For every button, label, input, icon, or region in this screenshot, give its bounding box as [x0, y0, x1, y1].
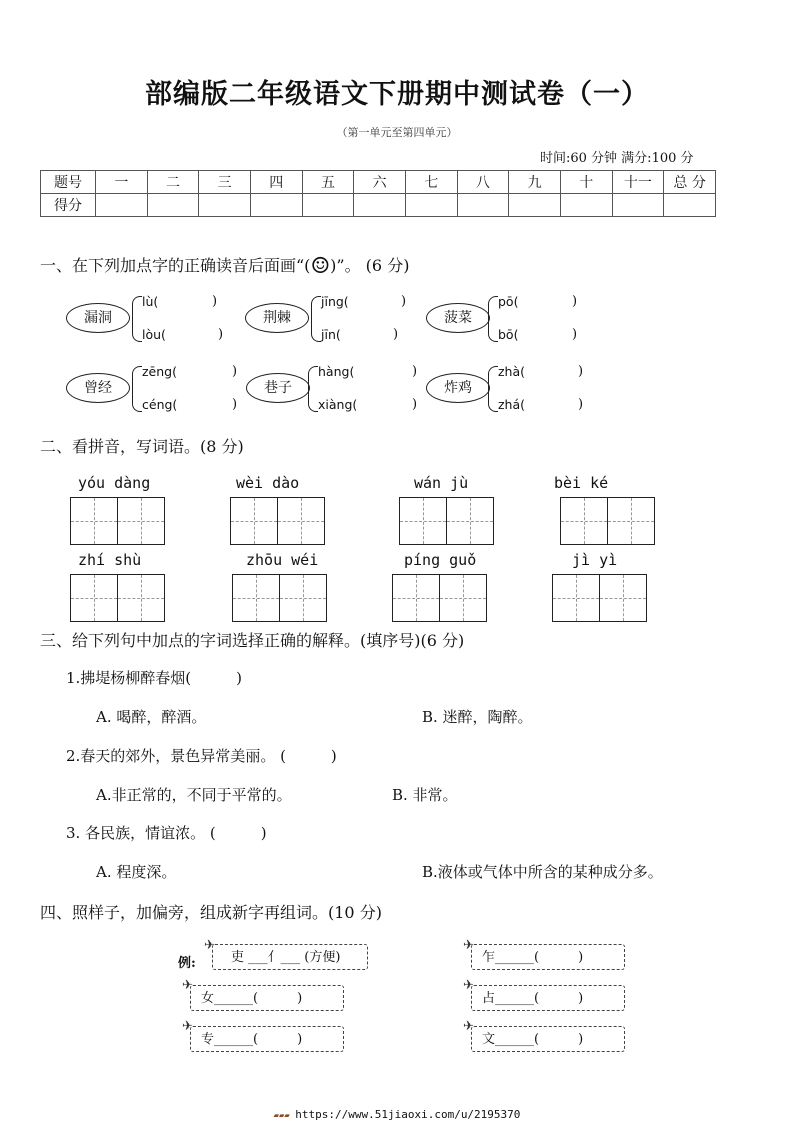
score-table-label: 题号	[41, 171, 96, 194]
example-box: 吏 ___亻___ (方便)	[212, 944, 368, 970]
writing-cell[interactable]	[599, 574, 647, 622]
pinyin-option: xiàng(	[318, 397, 358, 412]
score-table-header-row	[41, 171, 716, 194]
writing-grid[interactable]	[70, 497, 163, 545]
q3-heading: 三、给下列句中加点的字词选择正确的解释。(填序号)(6 分)	[40, 631, 465, 650]
writing-cell[interactable]	[117, 497, 165, 545]
score-col: 九	[509, 171, 561, 194]
score-table	[40, 170, 716, 217]
pinyin-word: píng guǒ	[404, 551, 477, 569]
score-col: 八	[457, 171, 509, 194]
score-cell[interactable]	[664, 194, 716, 217]
writing-cell[interactable]	[439, 574, 487, 622]
bird-icon: ✈	[463, 938, 474, 953]
pinyin-option: lòu(	[142, 327, 166, 342]
pinyin-word: bèi ké	[554, 474, 609, 492]
score-col: 十一	[612, 171, 664, 194]
pinyin-word: zhōu wéi	[246, 551, 319, 569]
radical-answer-box[interactable]: 女______( )	[190, 985, 344, 1011]
footer-url	[0, 1108, 794, 1121]
answer-paren[interactable]: )	[578, 364, 584, 379]
word-oval: 荆棘	[245, 303, 309, 333]
pinyin-word: wèi dào	[236, 474, 300, 492]
brace	[488, 366, 498, 412]
radical-answer-box[interactable]: 占______( )	[471, 985, 625, 1011]
score-cell[interactable]	[509, 194, 561, 217]
score-table-score-row	[41, 194, 716, 217]
brace	[488, 296, 498, 342]
writing-cell[interactable]	[399, 497, 447, 545]
score-row-label: 得分	[41, 194, 96, 217]
pinyin-option: céng(	[142, 397, 178, 412]
writing-grid[interactable]	[552, 574, 645, 622]
writing-cell[interactable]	[277, 497, 325, 545]
writing-cell[interactable]	[117, 574, 165, 622]
bird-icon: ✈	[182, 1019, 193, 1034]
q2-heading: 二、看拼音，写词语。(8 分)	[40, 437, 244, 456]
word-oval: 菠菜	[426, 303, 490, 333]
bird-icon: ✈	[182, 978, 193, 993]
answer-paren[interactable]: )	[412, 397, 418, 412]
q3-sentence-3[interactable]: 3. 各民族，情谊浓。 ( )	[66, 824, 267, 842]
pinyin-option: jīn(	[321, 327, 341, 342]
writing-grid[interactable]	[399, 497, 492, 545]
score-col: 总 分	[664, 171, 716, 194]
smiley-icon: ☺	[310, 254, 331, 279]
q3-option-3b: B.液体或气体中所含的某种成分多。	[422, 863, 663, 881]
q1-heading-pre: 一、在下列加点字的正确读音后面画“(	[40, 256, 311, 275]
q3-option-1b: B. 迷醉，陶醉。	[422, 708, 533, 726]
pinyin-option: zhá(	[498, 397, 526, 412]
answer-paren[interactable]: )	[578, 397, 584, 412]
score-col: 二	[147, 171, 199, 194]
score-cell[interactable]	[354, 194, 406, 217]
score-col: 一	[96, 171, 148, 194]
brace	[311, 296, 321, 342]
brace	[308, 366, 318, 412]
score-cell[interactable]	[560, 194, 612, 217]
pinyin-word: yóu dàng	[78, 474, 151, 492]
q3-option-2b: B. 非常。	[392, 786, 458, 804]
page-subtitle: （第一单元至第四单元）	[336, 126, 458, 139]
pinyin-option: lù(	[142, 294, 159, 309]
writing-cell[interactable]	[230, 497, 278, 545]
radical-answer-box[interactable]: 文______( )	[471, 1026, 625, 1052]
brace	[132, 366, 142, 412]
pinyin-option: jīng(	[321, 294, 349, 309]
answer-paren[interactable]: )	[572, 294, 578, 309]
word-oval: 漏洞	[66, 303, 130, 333]
page-title: 部编版二年级语文下册期中测试卷（一）	[145, 79, 649, 110]
writing-cell[interactable]	[392, 574, 440, 622]
watermark-logo-icon: ▰▰▰	[273, 1111, 296, 1121]
brace	[132, 296, 142, 342]
pinyin-option: bō(	[498, 327, 519, 342]
pinyin-option: zēng(	[142, 364, 177, 379]
writing-cell[interactable]	[70, 497, 118, 545]
q3-option-1a: A. 喝醉，醉酒。	[96, 708, 207, 726]
score-cell[interactable]	[457, 194, 509, 217]
score-col: 四	[250, 171, 302, 194]
bird-icon: ✈	[463, 1019, 474, 1034]
pinyin-option: pō(	[498, 294, 519, 309]
answer-paren[interactable]: )	[212, 294, 218, 309]
answer-paren[interactable]: )	[232, 397, 238, 412]
writing-grid[interactable]	[70, 574, 163, 622]
answer-paren[interactable]: )	[572, 327, 578, 342]
pinyin-word: jì yì	[572, 551, 618, 569]
score-cell[interactable]	[250, 194, 302, 217]
q3-option-2a: A.非正常的，不同于平常的。	[96, 786, 292, 804]
score-col: 十	[560, 171, 612, 194]
answer-paren[interactable]: )	[412, 364, 418, 379]
score-cell[interactable]	[405, 194, 457, 217]
writing-grid[interactable]	[230, 497, 323, 545]
score-cell[interactable]	[612, 194, 664, 217]
radical-answer-box[interactable]: 专______( )	[190, 1026, 344, 1052]
writing-cell[interactable]	[560, 497, 608, 545]
score-col: 三	[199, 171, 251, 194]
score-col: 五	[302, 171, 354, 194]
score-col: 六	[354, 171, 406, 194]
score-cell[interactable]	[199, 194, 251, 217]
score-cell[interactable]	[96, 194, 148, 217]
time-info: 时间:60 分钟 满分:100 分	[540, 151, 694, 166]
example-label: 例:	[178, 956, 196, 971]
bird-icon: ✈	[204, 938, 215, 953]
writing-cell[interactable]	[552, 574, 600, 622]
pinyin-option: hàng(	[318, 364, 355, 379]
writing-grid[interactable]	[560, 497, 653, 545]
writing-cell[interactable]	[70, 574, 118, 622]
word-oval: 巷子	[246, 373, 310, 403]
pinyin-option: zhà(	[498, 364, 526, 379]
score-cell[interactable]	[302, 194, 354, 217]
score-col: 七	[405, 171, 457, 194]
answer-paren[interactable]: )	[393, 327, 399, 342]
writing-cell[interactable]	[279, 574, 327, 622]
q1-heading-post: )”。 (6 分)	[330, 256, 410, 275]
radical-answer-box[interactable]: 乍______( )	[471, 944, 625, 970]
answer-paren[interactable]: )	[218, 327, 224, 342]
writing-cell[interactable]	[446, 497, 494, 545]
answer-paren[interactable]: )	[401, 294, 407, 309]
q1-heading	[40, 253, 409, 279]
writing-grid[interactable]	[232, 574, 325, 622]
q3-option-3a: A. 程度深。	[96, 863, 177, 881]
score-cell[interactable]	[147, 194, 199, 217]
q4-heading: 四、照样子，加偏旁，组成新字再组词。(10 分)	[40, 903, 382, 922]
pinyin-word: wán jù	[414, 474, 469, 492]
answer-paren[interactable]: )	[232, 364, 238, 379]
writing-grid[interactable]	[392, 574, 485, 622]
bird-icon: ✈	[463, 978, 474, 993]
q3-sentence-1[interactable]: 1.拂堤杨柳醉春烟( )	[66, 669, 243, 687]
pinyin-word: zhí shù	[78, 551, 142, 569]
footer-url-text: https://www.51jiaoxi.com/u/2195370	[295, 1108, 521, 1121]
word-oval: 炸鸡	[426, 373, 490, 403]
writing-cell[interactable]	[607, 497, 655, 545]
q3-sentence-2[interactable]: 2.春天的郊外，景色异常美丽。 ( )	[66, 747, 337, 765]
word-oval: 曾经	[66, 373, 130, 403]
writing-cell[interactable]	[232, 574, 280, 622]
